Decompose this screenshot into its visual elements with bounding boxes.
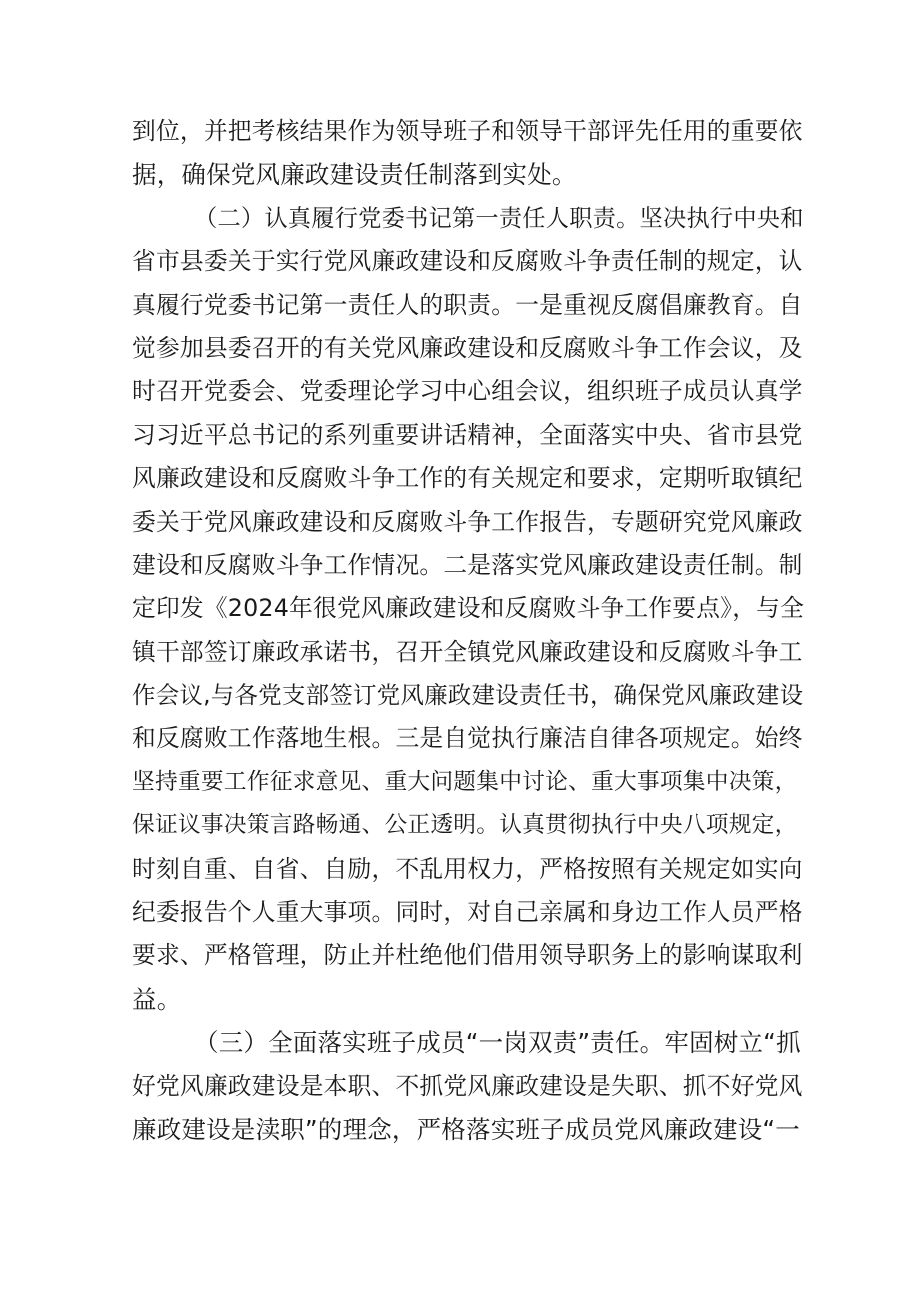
text-line: 廉政建设是渎职”的理念，严格落实班子成员党风廉政建设“一 [132,1114,800,1144]
text-line: 要求、严格管理，防止并杜绝他们借用领导职务上的影响谋取利 [132,941,803,970]
text-line: 保证议事决策言路畅通、公正透明。认真贯彻执行中央八项规定， [132,812,798,839]
text-line: 作会议,与各党支部签订党风廉政建设责任书，确保党风廉政建设 [132,681,804,710]
text-line: 纪委报告个人重大事项。同时，对自己亲属和身边工作人员严格 [132,898,803,927]
text-line: 建设和反腐败斗争工作情况。二是落实党风廉政建设责任制。制 [132,550,803,579]
text-line: 镇干部签订廉政承诺书，召开全镇党风廉政建设和反腐败斗争工 [132,637,803,666]
text-line: 省市县委关于实行党风廉政建设和反腐败斗争责任制的规定，认 [132,247,803,276]
text-line: 委关于党风廉政建设和反腐败斗争工作报告，专题研究党风廉政 [132,507,803,536]
text-line: 真履行党委书记第一责任人的职责。一是重视反腐倡廉教育。自 [132,290,803,319]
text-line: 据，确保党风廉政建设责任制落到实处。 [132,160,577,190]
text-line: 好党风廉政建设是本职、不抓党风廉政建设是失职、抓不好党风 [132,1071,803,1100]
text-line: 到位，并把考核结果作为领导班子和领导干部评先任用的重要依 [132,117,803,145]
text-line: 习习近平总书记的系列重要讲话精神，全面落实中央、省市县党 [132,420,803,449]
text-line: 风廉政建设和反腐败斗争工作的有关规定和要求，定期听取镇纪 [132,464,803,493]
text-line: 坚持重要工作征求意见、重大问题集中讨论、重大事项集中决策， [132,768,798,795]
document-body [132,110,804,1151]
text-line: 定印发《2024年很党风廉政建设和反腐败斗争工作要点》，与全 [132,594,805,623]
text-line: 和反腐败工作落地生根。三是自觉执行廉洁自律各项规定。始终 [132,724,803,753]
text-line: 时召开党委会、党委理论学习中心组会议，组织班子成员认真学 [132,377,803,406]
section-heading-line: （二）认真履行党委书记第一责任人职责。坚决执行中央和 [194,204,804,232]
text-line: 时刻自重、自省、自励，不乱用权力，严格按照有关规定如实向 [132,854,803,883]
text-line: 觉参加县委召开的有关党风廉政建设和反腐败斗争工作会议，及 [132,333,803,362]
section-heading-line: （三）全面落实班子成员“一岗双责”责任。牢固树立“抓 [194,1028,801,1058]
text-line: 益。 [132,984,182,1014]
